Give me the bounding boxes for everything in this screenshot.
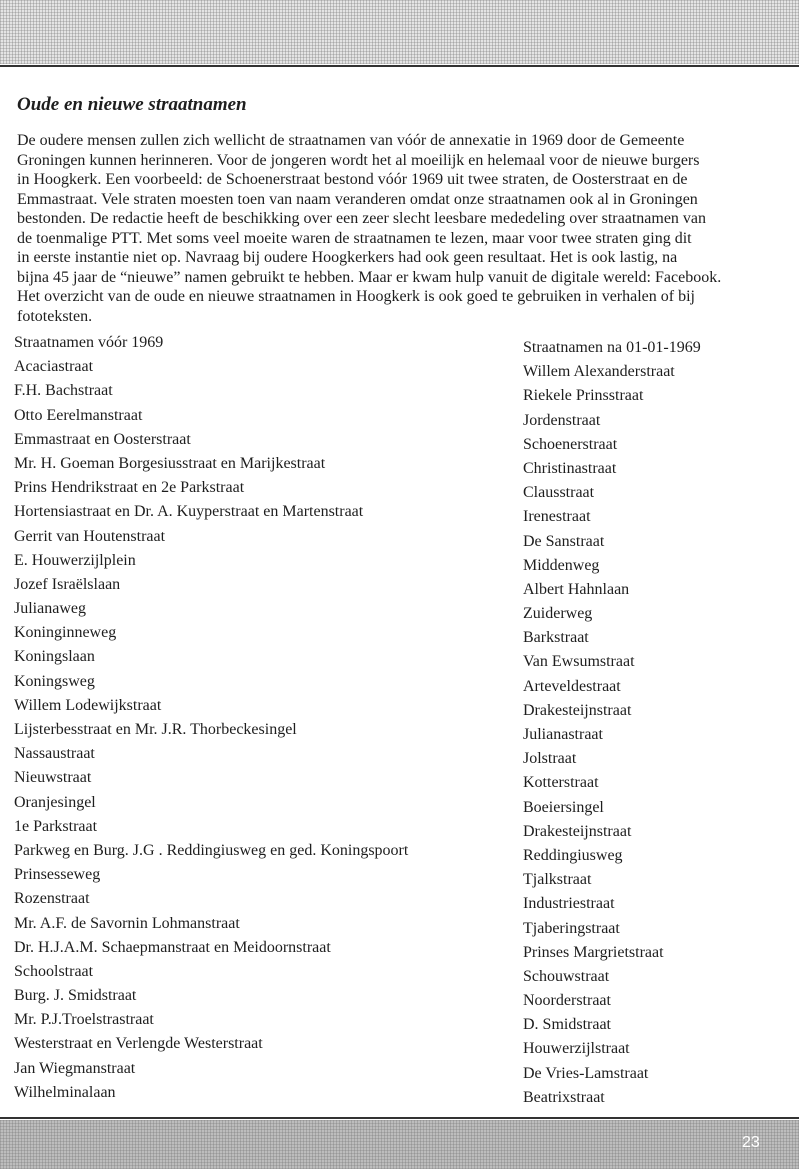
old-street-name: Nassaustraat: [14, 745, 95, 763]
new-street-name: Boeiersingel: [523, 798, 604, 816]
new-street-name: Arteveldestraat: [523, 677, 621, 695]
old-street-name: Willem Lodewijkstraat: [14, 696, 162, 714]
old-street-name: Emmastraat en Oosterstraat: [14, 430, 191, 448]
new-street-name: De Vries-Lamstraat: [523, 1064, 649, 1082]
footer-pattern-band: [0, 1120, 799, 1169]
old-street-name: Oranjesingel: [14, 793, 96, 811]
old-street-name: Gerrit van Houtenstraat: [14, 527, 166, 545]
paragraph-line: bijna 45 jaar de “nieuwe” namen gebruikt te hebben. Maar er kwam hulp vanuit de digitale wereld: Facebook.: [17, 268, 722, 286]
old-street-names-list: [14, 331, 408, 1105]
old-street-name: Wilhelminalaan: [14, 1083, 116, 1101]
new-street-name: Middenweg: [523, 556, 600, 574]
old-street-name: Burg. J. Smidstraat: [14, 987, 137, 1005]
old-street-name: Parkweg en Burg. J.G . Reddingiusweg en ged. Koningspoort: [14, 841, 409, 859]
paragraph-line: bestonden. De redactie heeft de beschikking over een zeer slecht leesbare mededeling over straatnamen van: [17, 210, 707, 227]
new-street-name: Julianastraat: [523, 726, 603, 743]
old-street-name: Acaciastraat: [14, 358, 94, 376]
paragraph-line: de toenmalige PTT. Met soms veel moeite waren de straatnamen te lezen, maar voor twee straten ging dit: [17, 229, 692, 247]
old-street-name: Schoolstraat: [14, 962, 94, 980]
old-street-name: Otto Eerelmanstraat: [14, 406, 143, 424]
old-street-name: Dr. H.J.A.M. Schaepmanstraat en Meidoornstraat: [14, 938, 331, 956]
new-street-name: Van Ewsumstraat: [523, 653, 635, 671]
old-street-name: Nieuwstraat: [14, 769, 92, 787]
old-street-name: Mr. A.F. de Savornin Lohmanstraat: [14, 914, 240, 932]
old-street-name: 1e Parkstraat: [14, 817, 98, 835]
old-street-name: Prins Hendrikstraat en 2e Parkstraat: [14, 479, 245, 497]
new-names-header: Straatnamen na 01-01-1969: [523, 339, 701, 356]
old-street-name: Koninginneweg: [14, 624, 117, 642]
old-street-name: Julianaweg: [14, 600, 86, 618]
new-street-name: Houwerzijlstraat: [523, 1040, 630, 1058]
new-street-name: Reddingiusweg: [523, 846, 623, 864]
old-street-name: E. Houwerzijlplein: [14, 551, 136, 569]
new-street-name: Beatrixstraat: [523, 1088, 605, 1106]
header-pattern-band: [0, 0, 799, 64]
old-street-name: Mr. P.J.Troelstrastraat: [14, 1011, 154, 1029]
old-street-name: Koningsweg: [14, 672, 95, 690]
page-number: 23: [742, 1134, 760, 1151]
new-street-name: Barkstraat: [523, 629, 589, 647]
new-street-name: Prinses Margrietstraat: [523, 943, 664, 961]
paragraph-line: Groningen kunnen herinneren. Voor de jongeren wordt het al moeilijk en helemaal voor de nieuwe burgers: [17, 151, 700, 169]
paragraph-line: De oudere mensen zullen zich wellicht de straatnamen van vóór de annexatie in 1969 door de Gemeente: [17, 132, 685, 149]
new-street-name: Schouwstraat: [523, 967, 610, 985]
new-street-name: Christinastraat: [523, 459, 617, 477]
old-street-name: Koningslaan: [14, 648, 95, 666]
new-street-name: Jordenstraat: [523, 411, 601, 429]
paragraph-line: fototeksten.: [17, 307, 93, 325]
old-street-name: Lijsterbesstraat en Mr. J.R. Thorbeckesingel: [14, 721, 297, 738]
old-street-name: Westerstraat en Verlengde Westerstraat: [14, 1035, 263, 1053]
new-street-name: Clausstraat: [523, 484, 595, 502]
new-street-name: Tjaberingstraat: [523, 919, 620, 937]
new-street-name: Schoenerstraat: [523, 435, 618, 453]
new-street-name: Willem Alexanderstraat: [523, 363, 675, 381]
paragraph-line: Emmastraat. Vele straten moesten toen van naam veranderen omdat onze straatnamen ook al in Groningen: [17, 190, 698, 208]
header-rule: [0, 65, 799, 67]
new-street-name: Drakesteijnstraat: [523, 701, 632, 719]
new-street-name: Albert Hahnlaan: [523, 580, 630, 598]
new-street-name: Irenestraat: [523, 508, 591, 526]
old-names-header: Straatnamen vóór 1969: [14, 334, 164, 351]
paragraph-line: Het overzicht van de oude en nieuwe straatnamen in Hoogkerk is ook goed te gebruiken in verhalen of bij: [17, 288, 695, 305]
old-street-name: Jozef Israëlslaan: [14, 575, 121, 593]
new-street-name: Riekele Prinsstraat: [523, 387, 644, 405]
old-street-name: Hortensiastraat en Dr. A. Kuyperstraat en Martenstraat: [14, 503, 364, 521]
old-street-name: Mr. H. Goeman Borgesiusstraat en Marijkestraat: [14, 454, 326, 472]
old-street-name: F.H. Bachstraat: [14, 382, 113, 400]
new-street-name: D. Smidstraat: [523, 1016, 611, 1034]
new-street-name: Zuiderweg: [523, 605, 593, 623]
old-street-name: Jan Wiegmanstraat: [14, 1059, 136, 1077]
old-street-name: Prinsesseweg: [14, 866, 101, 884]
new-street-name: Noorderstraat: [523, 992, 611, 1010]
new-street-name: Jolstraat: [523, 750, 577, 768]
new-street-name: De Sanstraat: [523, 532, 605, 550]
footer-rule: [0, 1117, 799, 1119]
new-street-names-list: [523, 336, 701, 1110]
new-street-name: Kotterstraat: [523, 774, 599, 792]
paragraph-line: in Hoogkerk. Een voorbeeld: de Schoenerstraat bestond vóór 1969 uit twee straten, de Oosterstraat en de: [17, 171, 688, 188]
article-paragraph: [17, 131, 792, 326]
new-street-name: Drakesteijnstraat: [523, 822, 632, 840]
new-street-name: Tjalkstraat: [523, 871, 592, 889]
new-street-name: Industriestraat: [523, 895, 615, 913]
article-title: Oude en nieuwe straatnamen: [17, 94, 247, 115]
paragraph-line: in eerste instantie niet op. Navraag bij oudere Hoogkerkers had ook geen resultaat. Het is ook lastig, na: [17, 249, 678, 266]
old-street-name: Rozenstraat: [14, 890, 90, 908]
